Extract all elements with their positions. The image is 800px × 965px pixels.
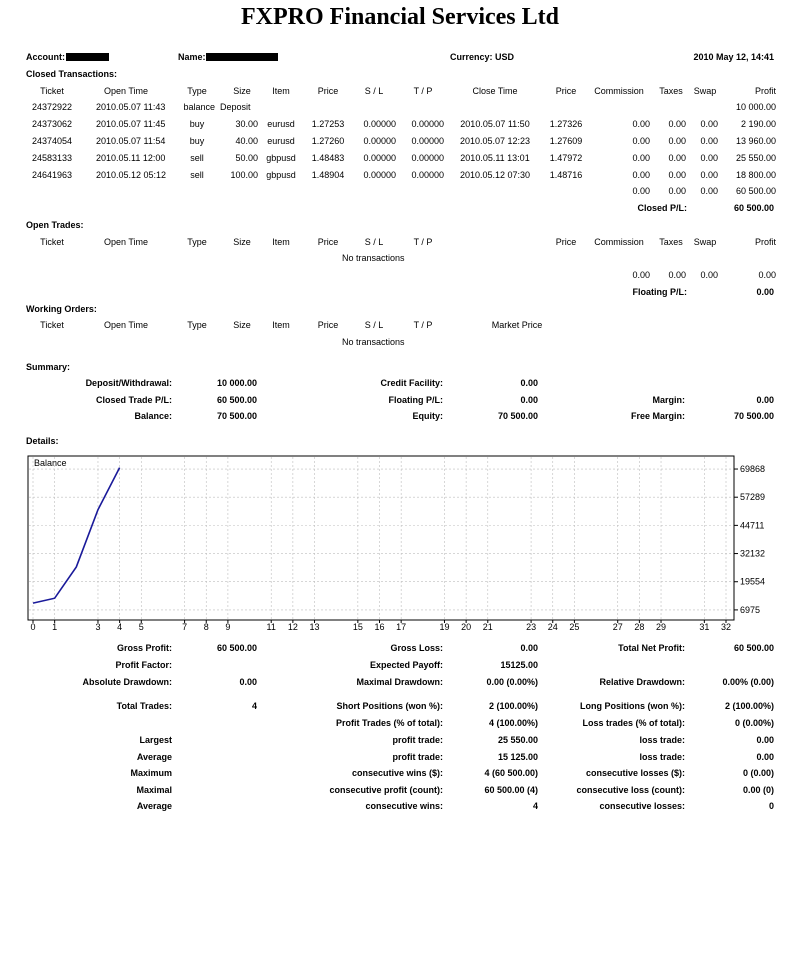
maximum-label: Maximum [130, 768, 172, 778]
open-total-cell: 0.00 [700, 270, 718, 280]
free-margin-label: Free Margin: [630, 411, 685, 421]
open-col-header: Open Time [103, 237, 149, 247]
x-tick-label: 17 [396, 622, 407, 632]
account-redaction [66, 53, 109, 61]
open-col-header: Swap [693, 237, 717, 247]
average-profit-value: 15 125.00 [497, 752, 538, 762]
max-consecutive-wins-value: 4 (60 500.00) [484, 768, 538, 778]
open-col-header: Item [272, 237, 290, 247]
table-cell: 0.00 [632, 136, 650, 146]
closed-col-header: Open Time [103, 86, 149, 96]
table-cell: 24372922 [31, 102, 73, 112]
table-cell: 24583133 [31, 153, 73, 163]
table-cell: 2010.05.12 07:30 [460, 170, 531, 180]
table-cell: 2010.05.11 13:01 [460, 153, 530, 163]
x-tick-label: 0 [30, 622, 36, 632]
table-cell: 1.47972 [549, 153, 583, 163]
table-cell: 0.00 [632, 153, 650, 163]
open-trades-empty: No transactions [342, 253, 405, 263]
loss-trades-label: Loss trades (% of total): [582, 718, 685, 728]
table-cell: buy [189, 119, 205, 129]
table-cell: eurusd [267, 136, 295, 146]
margin-label: Margin: [652, 395, 685, 405]
x-tick-label: 19 [439, 622, 450, 632]
closed-total-cell: 0.00 [668, 186, 686, 196]
table-cell: 2010.05.07 12:23 [460, 136, 531, 146]
table-cell: 0.00000 [363, 119, 396, 129]
open-col-header: Type [187, 237, 207, 247]
short-positions-value: 2 (100.00%) [488, 701, 538, 711]
working-orders-col-header: Ticket [40, 320, 64, 330]
x-tick-label: 12 [287, 622, 298, 632]
table-cell: 10 000.00 [735, 102, 776, 112]
x-tick-label: 32 [720, 622, 732, 632]
maximal-consecutive-loss-label: consecutive loss (count): [576, 785, 685, 795]
table-cell: 18 800.00 [735, 170, 776, 180]
open-col-header: S / L [364, 237, 384, 247]
chart-frame [28, 456, 734, 620]
largest-profit-label: profit trade: [392, 735, 443, 745]
open-trades-heading: Open Trades: [26, 220, 84, 230]
open-total-cell: 0.00 [758, 270, 776, 280]
gross-profit-value: 60 500.00 [216, 643, 257, 653]
closed-col-header: Price [555, 86, 577, 96]
credit-value: 0.00 [520, 378, 538, 388]
x-tick-label: 28 [634, 622, 645, 632]
short-positions-label: Short Positions (won %): [336, 701, 443, 711]
closed-col-header: Commission [594, 86, 644, 96]
maximal-drawdown-label: Maximal Drawdown: [356, 677, 443, 687]
largest-loss-label: loss trade: [639, 735, 685, 745]
maximal-consecutive-loss-value: 0.00 (0) [742, 785, 774, 795]
closed-transactions-heading: Closed Transactions: [26, 69, 118, 79]
closed-col-header: Close Time [472, 86, 518, 96]
table-cell: 0.00 [668, 119, 686, 129]
equity-value: 70 500.00 [497, 411, 538, 421]
long-positions-value: 2 (100.00%) [724, 701, 774, 711]
table-cell: 0.00 [632, 119, 650, 129]
table-cell: 1.27326 [549, 119, 583, 129]
working-orders-heading: Working Orders: [26, 304, 97, 314]
open-col-header: Price [555, 237, 577, 247]
currency: Currency: USD [450, 52, 515, 62]
x-tick-label: 15 [352, 622, 363, 632]
working-orders-empty: No transactions [342, 337, 405, 347]
summary-floating-label: Floating P/L: [388, 395, 443, 405]
credit-label: Credit Facility: [380, 378, 443, 388]
table-cell: 1.27253 [311, 119, 345, 129]
x-tick-label: 3 [95, 622, 101, 632]
total-net-profit-value: 60 500.00 [733, 643, 774, 653]
avg-consecutive-losses-label: consecutive losses: [599, 801, 685, 811]
deposit-label: Deposit/Withdrawal: [85, 378, 172, 388]
working-orders-col-header: Open Time [103, 320, 149, 330]
maximal-consecutive-profit-label: consecutive profit (count): [329, 785, 443, 795]
avg-consecutive-losses-value: 0 [768, 801, 774, 811]
relative-drawdown-label: Relative Drawdown: [599, 677, 685, 687]
closed-col-header: Swap [693, 86, 717, 96]
open-col-header: Ticket [40, 237, 64, 247]
x-tick-label: 16 [374, 622, 385, 632]
table-cell: 0.00 [668, 136, 686, 146]
x-tick-label: 1 [52, 622, 58, 632]
name-label: Name: [178, 52, 206, 62]
table-cell: 2010.05.07 11:54 [96, 136, 166, 146]
expected-payoff-label: Expected Payoff: [369, 660, 443, 670]
x-tick-label: 21 [482, 622, 493, 632]
floating-pl-value: 0.00 [756, 287, 774, 297]
closed-pl-label: Closed P/L: [637, 203, 687, 213]
closed-col-header: T / P [413, 86, 433, 96]
closed-total-cell: 0.00 [700, 186, 718, 196]
summary-floating-value: 0.00 [520, 395, 538, 405]
table-cell: balance [183, 102, 215, 112]
table-cell: 1.27609 [549, 136, 583, 146]
table-cell: 0.00000 [411, 119, 444, 129]
closed-col-header: Price [317, 86, 339, 96]
gross-loss-value: 0.00 [520, 643, 538, 653]
table-cell: 0.00 [700, 170, 718, 180]
y-tick-label: 69868 [740, 464, 766, 475]
report-title: FXPRO Financial Services Ltd [241, 4, 559, 30]
table-cell: 0.00000 [363, 170, 396, 180]
open-col-header: Commission [594, 237, 644, 247]
closed-trade-pl-value: 60 500.00 [216, 395, 257, 405]
working-orders-col-header: S / L [364, 320, 384, 330]
avg-consecutive-wins-label: consecutive wins: [365, 801, 443, 811]
account-label: Account: [26, 52, 65, 62]
x-tick-label: 24 [547, 622, 558, 632]
largest-profit-value: 25 550.00 [497, 735, 538, 745]
profit-trades-label: Profit Trades (% of total): [335, 718, 443, 728]
table-cell: 0.00 [700, 119, 718, 129]
table-cell: 24373062 [31, 119, 73, 129]
working-orders-col-header: Market Price [491, 320, 543, 330]
floating-pl-label: Floating P/L: [632, 287, 687, 297]
closed-trade-pl-label: Closed Trade P/L: [95, 395, 172, 405]
table-cell: 0.00000 [411, 136, 444, 146]
margin-value: 0.00 [756, 395, 774, 405]
relative-drawdown-value: 0.00% (0.00) [722, 677, 774, 687]
gross-loss-label: Gross Loss: [390, 643, 443, 653]
average-consecutive-label: Average [136, 801, 172, 811]
absolute-drawdown-value: 0.00 [239, 677, 257, 687]
table-cell: 0.00000 [411, 170, 444, 180]
expected-payoff-value: 15125.00 [500, 660, 538, 670]
open-col-header: Price [317, 237, 339, 247]
closed-total-cell: 60 500.00 [735, 186, 776, 196]
y-tick-label: 6975 [740, 604, 761, 615]
table-cell: sell [190, 170, 204, 180]
table-cell: 1.48904 [311, 170, 345, 180]
equity-label: Equity: [412, 411, 443, 421]
table-cell: 2010.05.12 05:12 [96, 170, 167, 180]
working-orders-col-header: Type [187, 320, 207, 330]
y-tick-label: 19554 [740, 576, 766, 587]
x-tick-label: 25 [569, 622, 580, 632]
table-cell: 24374054 [31, 136, 73, 146]
closed-col-header: Ticket [40, 86, 64, 96]
table-cell: eurusd [267, 119, 295, 129]
table-cell: 0.00 [700, 153, 718, 163]
details-heading: Details: [26, 436, 59, 446]
working-orders-col-header: Price [317, 320, 339, 330]
table-cell: 0.00 [668, 153, 686, 163]
profit-trades-value: 4 (100.00%) [488, 718, 538, 728]
y-tick-label: 44711 [740, 520, 765, 531]
x-tick-label: 4 [117, 622, 123, 632]
table-cell: 0.00 [700, 136, 718, 146]
table-cell: 40.00 [235, 136, 258, 146]
x-tick-label: 13 [309, 622, 320, 632]
table-cell: 30.00 [235, 119, 258, 129]
balance-chart [0, 452, 800, 632]
table-cell: 13 960.00 [735, 136, 776, 146]
table-cell: Deposit [220, 102, 251, 112]
average-profit-label: profit trade: [392, 752, 443, 762]
table-cell: gbpusd [266, 170, 296, 180]
profit-factor-label: Profit Factor: [115, 660, 172, 670]
x-tick-label: 23 [526, 622, 537, 632]
total-trades-value: 4 [251, 701, 257, 711]
x-tick-label: 29 [656, 622, 667, 632]
x-tick-label: 8 [203, 622, 209, 632]
open-col-header: Profit [754, 237, 776, 247]
avg-consecutive-wins-value: 4 [532, 801, 538, 811]
largest-label: Largest [139, 735, 172, 745]
closed-total-cell: 0.00 [632, 186, 650, 196]
y-tick-label: 32132 [740, 548, 766, 559]
table-cell: 24641963 [31, 170, 73, 180]
maximal-label: Maximal [136, 785, 172, 795]
report-datetime: 2010 May 12, 14:41 [693, 52, 774, 62]
table-cell: 1.48483 [311, 153, 345, 163]
table-cell: 2010.05.11 12:00 [96, 153, 166, 163]
largest-loss-value: 0.00 [756, 735, 774, 745]
x-tick-label: 20 [461, 622, 472, 632]
average-label: Average [136, 752, 172, 762]
deposit-value: 10 000.00 [216, 378, 257, 388]
open-col-header: Taxes [659, 237, 683, 247]
open-col-header: Size [233, 237, 251, 247]
open-col-header: T / P [413, 237, 433, 247]
table-cell: 2010.05.07 11:50 [460, 119, 530, 129]
closed-col-header: Taxes [659, 86, 683, 96]
max-consecutive-losses-value: 0 (0.00) [742, 768, 774, 778]
table-cell: 0.00 [668, 170, 686, 180]
max-consecutive-losses-label: consecutive losses ($): [585, 768, 685, 778]
table-cell: buy [189, 136, 205, 146]
x-tick-label: 5 [138, 622, 144, 632]
loss-trades-value: 0 (0.00%) [734, 718, 774, 728]
average-loss-label: loss trade: [639, 752, 685, 762]
balance-label: Balance: [134, 411, 172, 421]
max-consecutive-wins-label: consecutive wins ($): [351, 768, 443, 778]
closed-col-header: Type [187, 86, 207, 96]
table-cell: 2 190.00 [740, 119, 776, 129]
table-cell: 0.00 [632, 170, 650, 180]
closed-col-header: S / L [364, 86, 384, 96]
working-orders-col-header: T / P [413, 320, 433, 330]
maximal-drawdown-value: 0.00 (0.00%) [486, 677, 538, 687]
table-cell: sell [190, 153, 204, 163]
balance-value: 70 500.00 [216, 411, 257, 421]
x-tick-label: 9 [225, 622, 231, 632]
table-cell: 50.00 [235, 153, 258, 163]
x-tick-label: 31 [699, 622, 710, 632]
x-tick-label: 27 [612, 622, 623, 632]
chart-legend: Balance [34, 458, 67, 468]
table-cell: 1.48716 [549, 170, 583, 180]
long-positions-label: Long Positions (won %): [580, 701, 685, 711]
table-cell: 0.00000 [411, 153, 444, 163]
working-orders-col-header: Item [272, 320, 290, 330]
closed-col-header: Item [272, 86, 290, 96]
working-orders-col-header: Size [233, 320, 251, 330]
free-margin-value: 70 500.00 [733, 411, 774, 421]
summary-heading: Summary: [26, 362, 71, 372]
x-tick-label: 7 [182, 622, 188, 632]
table-cell: 0.00000 [363, 136, 396, 146]
average-loss-value: 0.00 [756, 752, 774, 762]
table-cell: 25 550.00 [735, 153, 776, 163]
table-cell: 2010.05.07 11:45 [96, 119, 166, 129]
table-cell: 1.27260 [311, 136, 345, 146]
gross-profit-label: Gross Profit: [116, 643, 172, 653]
closed-pl-value: 60 500.00 [733, 203, 774, 213]
x-tick-label: 11 [266, 622, 276, 632]
closed-col-header: Profit [754, 86, 776, 96]
total-trades-label: Total Trades: [116, 701, 172, 711]
table-cell: 100.00 [230, 170, 258, 180]
table-cell: gbpusd [266, 153, 296, 163]
open-total-cell: 0.00 [668, 270, 686, 280]
y-tick-label: 57289 [740, 492, 766, 503]
absolute-drawdown-label: Absolute Drawdown: [82, 677, 172, 687]
open-total-cell: 0.00 [632, 270, 650, 280]
maximal-consecutive-profit-value: 60 500.00 (4) [484, 785, 538, 795]
closed-col-header: Size [233, 86, 251, 96]
table-cell: 2010.05.07 11:43 [96, 102, 166, 112]
total-net-profit-label: Total Net Profit: [618, 643, 685, 653]
table-cell: 0.00000 [363, 153, 396, 163]
name-redaction [206, 53, 278, 61]
